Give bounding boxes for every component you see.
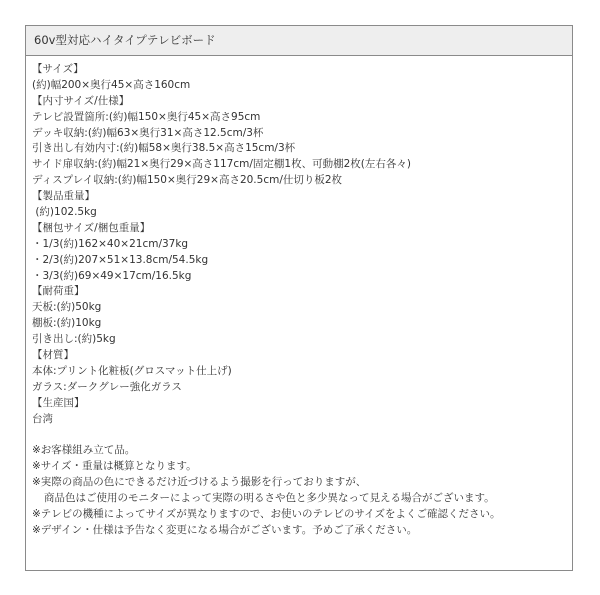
note-line: 商品色はご使用のモニターによって実際の明るさや色と多少異なって見える場合がございます。 [44,492,495,505]
spec-line: ガラス:ダークグレー強化ガラス [32,380,182,393]
page-title: 60v型対応ハイタイプテレビボード [26,26,572,56]
spec-heading-load: 【耐荷重】 [32,285,85,298]
spec-heading-package: 【梱包サイズ/梱包重量】 [32,221,151,234]
spec-line: デッキ収納:(約)幅63×奥行31×高さ12.5cm/3杯 [32,126,264,139]
note-line: ※テレビの機種によってサイズが異なりますので、お使いのテレビのサイズをよくご確認ください。 [32,507,501,520]
spec-line: 天板:(約)50kg [32,301,102,314]
spec-heading-material: 【材質】 [32,349,74,362]
spec-box [25,25,573,571]
spec-line: ディスプレイ収納:(約)幅150×奥行29×高さ20.5cm/仕切り板2枚 [32,174,343,187]
spec-heading-origin: 【生産国】 [32,396,85,409]
spec-line: ・1/3(約)162×40×21cm/37kg [32,237,189,250]
spec-heading-weight: 【製品重量】 [32,190,95,203]
spec-line: 台湾 [32,412,53,425]
spec-line: 棚板:(約)10kg [32,317,102,330]
spec-heading-size: 【サイズ】 [32,63,84,75]
note-line: ※お客様組み立て品。 [32,444,136,457]
spec-heading-inner-size: 【内寸サイズ/仕様】 [32,94,130,107]
spec-line: サイド扉収納:(約)幅21×奥行29×高さ117cm/固定棚1枚、可動棚2枚(左右各々) [32,158,411,171]
note-line: ※実際の商品の色にできるだけ近づけるよう撮影を行っておりますが、 [32,476,367,489]
spec-line: テレビ設置箇所:(約)幅150×奥行45×高さ95cm [32,110,261,123]
note-line: ※デザイン・仕様は予告なく変更になる場合がございます。予めご了承ください。 [32,523,418,536]
spec-line: 引き出し有効内寸:(約)幅58×奥行38.5×高さ15cm/3杯 [32,142,296,155]
notes-section [32,443,566,538]
spec-line: 引き出し:(約)5kg [32,333,116,346]
spec-line: ・2/3(約)207×51×13.8cm/54.5kg [32,253,209,266]
note-line: ※サイズ・重量は概算となります。 [32,460,197,473]
spec-line: (約)102.5kg [32,206,97,219]
spec-line: ・3/3(約)69×49×17cm/16.5kg [32,269,192,282]
spec-line: (約)幅200×奥行45×高さ160cm [32,78,191,91]
spec-body [32,62,566,539]
spec-line: 本体:プリント化粧板(グロスマット仕上げ) [32,364,232,377]
